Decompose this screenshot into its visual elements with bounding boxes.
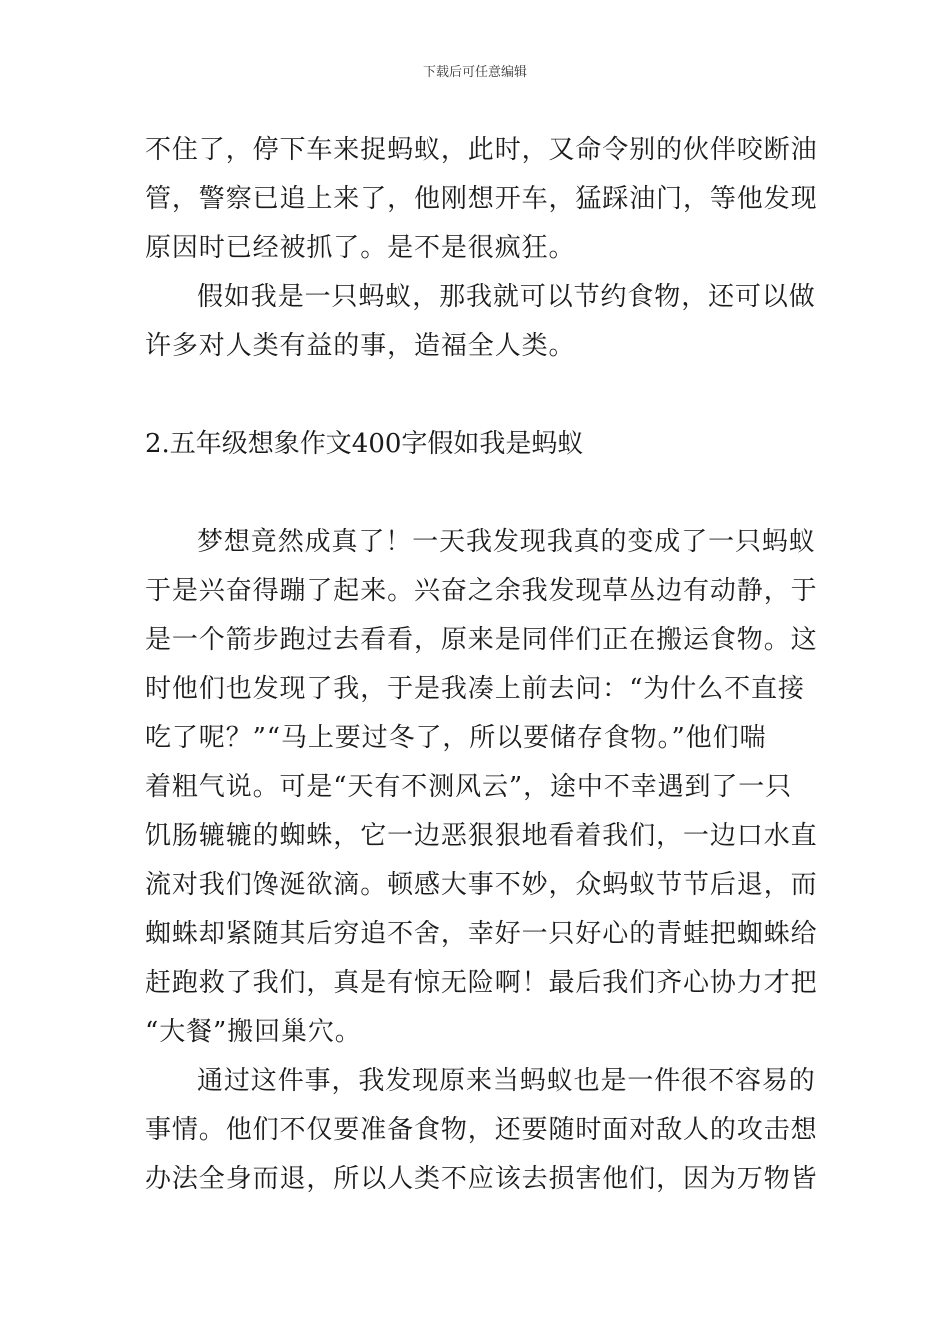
paragraph-line: 办法全身而退，所以人类不应该去损害他们，因为万物皆: [145, 1164, 818, 1194]
paragraph-line: 着粗气说。可是“天有不测风云”，途中不幸遇到了一只: [145, 772, 793, 802]
paragraph-line: 原因时已经被抓了。是不是很疯狂。: [145, 233, 576, 263]
page-header: 下载后可任意编辑: [422, 65, 527, 80]
paragraph-line: 假如我是一只蚂蚁，那我就可以节约食物，还可以做: [197, 282, 816, 312]
paragraph-line: 饥肠辘辘的蜘蛛，它一边恶狠狠地看着我们，一边口水直: [145, 821, 818, 851]
spacer: [145, 469, 807, 518]
paragraph-line: 时他们也发现了我，于是我凑上前去问：“为什么不直接: [145, 674, 805, 704]
paragraph-line: 管，警察已追上来了，他刚想开车，猛踩油门，等他发现: [145, 184, 818, 214]
paragraph-line: 吃了呢？”“马上要过冬了，所以要储存食物。”他们喘: [145, 723, 767, 753]
paragraph-line: 梦想竟然成真了！一天我发现我真的变成了一只蚂蚁: [197, 527, 816, 557]
document-body: [145, 126, 818, 1204]
paragraph-line: 蜘蛛却紧随其后穷追不舍，幸好一只好心的青蛙把蜘蛛给: [145, 919, 818, 949]
paragraph-line: 许多对人类有益的事，造福全人类。: [145, 331, 576, 361]
paragraph-line: 通过这件事，我发现原来当蚂蚁也是一件很不容易的: [197, 1066, 816, 1096]
paragraph-line: 是一个箭步跑过去看看，原来是同伴们正在搬运食物。这: [145, 625, 818, 655]
paragraph-line: 事情。他们不仅要准备食物，还要随时面对敌人的攻击想: [145, 1115, 818, 1145]
paragraph-line: 赶跑救了我们，真是有惊无险啊！最后我们齐心协力才把: [145, 968, 818, 998]
paragraph-line: 不住了，停下车来捉蚂蚁，此时，又命令别的伙伴咬断油: [145, 135, 818, 165]
paragraph-line: 流对我们馋涎欲滴。顿感大事不妙，众蚂蚁节节后退，而: [145, 870, 818, 900]
paragraph-line: “大餐”搬回巢穴。: [145, 1017, 362, 1047]
paragraph-line: 于是兴奋得蹦了起来。兴奋之余我发现草丛边有动静，于: [145, 576, 818, 606]
section-title: 2.五年级想象作文400字假如我是蚂蚁: [145, 429, 584, 459]
